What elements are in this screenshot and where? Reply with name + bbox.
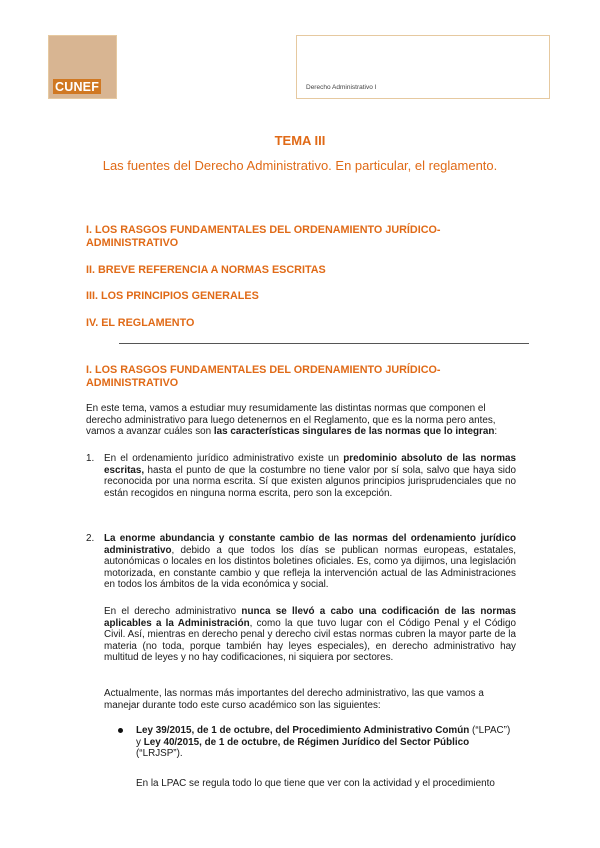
intro-paragraph [86,403,516,438]
codification-text-a: En el derecho administrativo [104,606,242,617]
item-1-text-a: En el ordenamiento jurídico administrativo existe un [104,453,344,464]
document-title: Las fuentes del Derecho Administrativo. En particular, el reglamento. [102,158,498,173]
item-2-paragraph [104,533,516,591]
lrjsp-abbrev: (“LRJSP”). [136,748,183,759]
cunef-logo: CUNEF [55,80,100,94]
section-heading: I. LOS RASGOS FUNDAMENTALES DEL ORDENAMIENTO JURÍDICO-ADMINISTRATIVO [86,364,441,389]
lpac-abbrev: (“LPAC”) y [136,725,511,748]
intro-bold: las características singulares de las normas que lo integran [213,426,495,437]
logo-box [48,35,117,99]
bullet-dot [118,728,123,733]
intro-text: En este tema, vamos a estudiar muy resumidamente las distintas normas que componen el derecho administrativo para luego detenernos en el Reglamento, que es la norma pero antes, vamos a avanzar cuáles son [86,403,496,437]
toc-item-3: III. LOS PRINCIPIOS GENERALES [86,290,259,302]
item-1-bold: predominio absoluto de las normas escritas, [104,453,516,476]
course-header-box [296,35,550,99]
toc-item-4: IV. EL REGLAMENTO [86,317,195,329]
separator-line [119,343,529,344]
codification-paragraph [104,606,516,664]
tema-number: TEMA III [274,133,326,148]
law-bullet-item [136,725,516,760]
lpac-paragraph: En la LPAC se regula todo lo que tiene que ver con la actividad y el procedimiento [136,778,495,789]
ley-40-bold: Ley 40/2015, de 1 de octubre, de Régimen Jurídico del Sector Público [143,736,470,748]
toc-item-1: I. LOS RASGOS FUNDAMENTALES DEL ORDENAMIENTO JURÍDICO-ADMINISTRATIVO [86,224,441,249]
item-1-number: 1. [86,453,95,464]
intro-end: : [494,426,498,437]
item-2-text: , debido a que todos los días se publican normas europeas, estatales, autonómicas o locales en los distintos boletines oficiales. Es, como ya dijimos, una legislación motorizada, en constante cambio y que refleja la intervención actual de las Administraciones en todos los ámbitos de la vida económica y social. [104,544,516,590]
item-1-text-b: hasta el punto de que la costumbre no tiene valor por sí sola, salvo que haya sido reconocida por una norma escrita. Sí que existen algunos principios jurisprudenciales que no están recogidos en ninguna norma escrita, pero son la excepción. [104,464,516,499]
laws-intro-paragraph: Actualmente, las normas más importantes del derecho administrativo, las que vamos a manejar durante todo este curso académico son las siguientes: [104,688,484,711]
course-name: Derecho Administrativo I [306,84,377,91]
codification-text-b: , como la que tuvo lugar con el Código Penal y el Código Civil. Así, mientras en derecho penal y derecho civil estas normas cubren la mayor parte de la materia (no toda, porque también hay leyes especiales), en derecho administrativo hay multitud de leyes y no hay codificaciones, ni siquiera por sectores. [104,617,516,663]
codification-bold: nunca se llevó a cabo una codificación de las normas aplicables a la Administración [104,606,516,629]
ley-39-bold: Ley 39/2015, de 1 de octubre, del Procedimiento Administrativo Común [136,725,470,736]
toc-item-2: II. BREVE REFERENCIA A NORMAS ESCRITAS [86,264,326,276]
item-2-bold: La enorme abundancia y constante cambio de las normas del ordenamiento jurídico administrativo [104,533,516,556]
item-2-number: 2. [86,533,95,544]
item-1-paragraph [104,453,516,499]
